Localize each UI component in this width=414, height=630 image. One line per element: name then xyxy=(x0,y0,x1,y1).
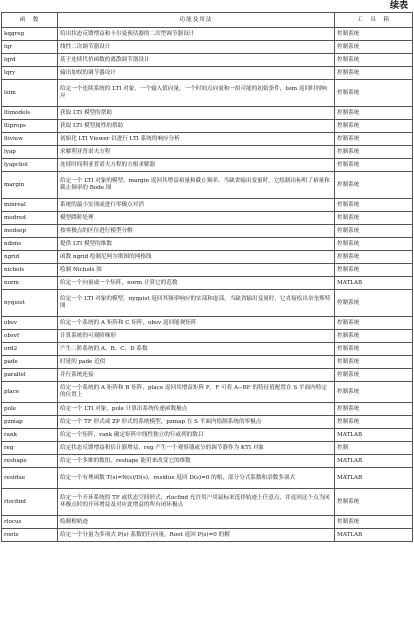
table-header-row xyxy=(2,13,413,28)
cell-function: nichols xyxy=(2,264,58,277)
cell-function: parallel xyxy=(2,369,58,382)
cell-function: place xyxy=(2,382,58,403)
cell-description: 并行系统连接 xyxy=(58,369,335,382)
table-row xyxy=(2,67,413,80)
cell-toolbox: 控制 xyxy=(335,442,413,455)
cell-toolbox: 控制系统 xyxy=(335,416,413,429)
cell-toolbox: 控制系统 xyxy=(335,330,413,343)
cell-description: 基于连续代价函数的离散调节器设计 xyxy=(58,54,335,67)
table-row xyxy=(2,468,413,489)
cell-toolbox: 控制系统 xyxy=(335,212,413,225)
cell-description: 给定一个系统的 A 矩阵和 C 矩阵，obsv 返回能观矩阵 xyxy=(58,317,335,330)
cell-function: obsv xyxy=(2,317,58,330)
cell-function: ord2 xyxy=(2,343,58,356)
table-row xyxy=(2,442,413,455)
cell-description: 输出加权的调节器设计 xyxy=(58,67,335,80)
cell-toolbox: 控制系统 xyxy=(335,489,413,516)
table-row xyxy=(2,264,413,277)
cell-toolbox: MATLAB xyxy=(335,529,413,542)
cell-description: 线性二次调节器设计 xyxy=(58,41,335,54)
table-body xyxy=(2,28,413,542)
table-row xyxy=(2,54,413,67)
cell-description: 给定一个 LTI 对象的模型，margin 返回其增益裕量和截止频率。当缺省输出变量时，它绘制出标明了裕量和截止频率的 Bode 图 xyxy=(58,172,335,199)
table-row xyxy=(2,516,413,529)
table-row xyxy=(2,529,413,542)
cell-function: lsim xyxy=(2,80,58,107)
table-row xyxy=(2,343,413,356)
cell-toolbox: 控制系统 xyxy=(335,225,413,238)
cell-function: lqry xyxy=(2,67,58,80)
cell-function: kqgreg xyxy=(2,28,58,41)
cell-function: lqr xyxy=(2,41,58,54)
cell-toolbox: 控制系统 xyxy=(335,67,413,80)
cell-toolbox: 控制系统 xyxy=(335,172,413,199)
table-row xyxy=(2,159,413,172)
cell-function: reg xyxy=(2,442,58,455)
cell-description: 计算系统的可观阶梯形 xyxy=(58,330,335,343)
cell-toolbox: 控制系统 xyxy=(335,317,413,330)
cell-function: rank xyxy=(2,429,58,442)
cell-description: 模型降阶处理 xyxy=(58,212,335,225)
cell-function: margin xyxy=(2,172,58,199)
cell-description: 按零极点的区位进行模型分解 xyxy=(58,225,335,238)
header-description: 功能及用法 xyxy=(58,13,335,28)
table-row xyxy=(2,382,413,403)
table-row xyxy=(2,489,413,516)
cell-description: 给定一个分量为多项式 P(s) 系数的行向量，Root 返回 P(s)=0 的解 xyxy=(58,529,335,542)
table-row xyxy=(2,455,413,468)
cell-toolbox: 控制系统 xyxy=(335,159,413,172)
cell-description: 产生二阶系统的 A、B、C、D 系数 xyxy=(58,343,335,356)
cell-description: 连续时间利亚普诺夫方程的方根求解器 xyxy=(58,159,335,172)
cell-function: ngrid xyxy=(2,251,58,264)
cell-description: 求解利亚普诺夫方程 xyxy=(58,146,335,159)
cell-description: 绘制 Nichols 图 xyxy=(58,264,335,277)
cell-toolbox: 控制系统 xyxy=(335,54,413,67)
cell-function: pade xyxy=(2,356,58,369)
header-toolbox: 工 具 箱 xyxy=(335,13,413,28)
cell-toolbox: 控制系统 xyxy=(335,403,413,416)
table-row xyxy=(2,330,413,343)
cell-function: rlocus xyxy=(2,516,58,529)
cell-toolbox: 控制系统 xyxy=(335,133,413,146)
cell-function: nyquist xyxy=(2,290,58,317)
cell-description: 绘制根轨迹 xyxy=(58,516,335,529)
cell-function: ltiview xyxy=(2,133,58,146)
table-row xyxy=(2,416,413,429)
cell-toolbox: MATLAB xyxy=(335,277,413,290)
table-row xyxy=(2,120,413,133)
cell-function: lqrd xyxy=(2,54,58,67)
cell-function: lyap xyxy=(2,146,58,159)
cell-function: reshape xyxy=(2,455,58,468)
cell-description: 获取 LTI 模型的帮助 xyxy=(58,107,335,120)
cell-description: 给定一个向量或一个矩阵，norm 计算它的范数 xyxy=(58,277,335,290)
cell-description: 提供 LTI 模型的维数 xyxy=(58,238,335,251)
cell-function: residue xyxy=(2,468,58,489)
cell-function: roots xyxy=(2,529,58,542)
cell-description: 时延的 pade 近似 xyxy=(58,356,335,369)
table-row xyxy=(2,199,413,212)
cell-description: 获取 LTI 模型属性的帮助 xyxy=(58,120,335,133)
cell-toolbox: 控制系统 xyxy=(335,290,413,317)
cell-function: modred xyxy=(2,212,58,225)
cell-toolbox: 控制系统 xyxy=(335,199,413,212)
cell-toolbox: 控制系统 xyxy=(335,80,413,107)
cell-toolbox: 控制系统 xyxy=(335,28,413,41)
table-row xyxy=(2,277,413,290)
cell-toolbox: 控制系统 xyxy=(335,516,413,529)
cell-toolbox: MATLAB xyxy=(335,468,413,489)
cell-description: 给定状态反馈增益和估计器增益，reg 产生一个观察器或分的调节器作为 KTI 对象 xyxy=(58,442,335,455)
cell-description: 给定一个连续系统的 LTI 对象，一个输入值向量，一个时间点向量和一组可能的初始条件，lsim 返回时间响应 xyxy=(58,80,335,107)
table-row xyxy=(2,403,413,416)
table-row xyxy=(2,133,413,146)
cell-function: ndims xyxy=(2,238,58,251)
header-function: 函 数 xyxy=(2,13,58,28)
cell-description: 给定一个有理函数 T(s)=N(s)/D(s)，residue 返回 D(s)=0 的根，部分分式系数和余数多项式 xyxy=(58,468,335,489)
table-row xyxy=(2,146,413,159)
cell-description: 给定一个开环系统的 TF 或状态空间形式，rlocfind 允许用户用鼠标来选择轨迹上任意点，并返回这个点为闭环极点时的开环增益及对应此增益的所有闭环极点 xyxy=(58,489,335,516)
cell-toolbox: 控制系统 xyxy=(335,238,413,251)
cell-description: 给定一个系统的 A 矩阵和 B 矩阵，place 返回其增益矩阵 F，F 可将 A−BF 的特征值配置在 S 平面内特定的位置上 xyxy=(58,382,335,403)
table-row xyxy=(2,251,413,264)
continued-label: 续表 xyxy=(389,1,408,11)
cell-toolbox: 控制系统 xyxy=(335,356,413,369)
table-row xyxy=(2,41,413,54)
cell-toolbox: 控制系统 xyxy=(335,120,413,133)
cell-function: rlocfind xyxy=(2,489,58,516)
table-row xyxy=(2,356,413,369)
cell-description: 给定一个 TF 形式或 ZP 形式的系统模型，pzmap 在 S 平面内绘制系统的零极点 xyxy=(58,416,335,429)
table-row xyxy=(2,172,413,199)
cell-toolbox: 控制系统 xyxy=(335,343,413,356)
table-row xyxy=(2,212,413,225)
cell-description: 给定一个 LTI 对象的模型，nyquist 返回其频率响应的实部和虚部。当缺省输出变量时，它直接绘出奈奎斯特图 xyxy=(58,290,335,317)
cell-toolbox: 控制系统 xyxy=(335,382,413,403)
cell-function: pzmap xyxy=(2,416,58,429)
table-row xyxy=(2,238,413,251)
table-row xyxy=(2,28,413,41)
cell-description: 给定一个多维的数组，reshape 能用来改变它的维数 xyxy=(58,455,335,468)
cell-description: 给定一个矩阵，rank 确定矩阵中线性独立的行或列的数目 xyxy=(58,429,335,442)
table-row xyxy=(2,80,413,107)
cell-function: ltimodels xyxy=(2,107,58,120)
cell-description: 系统的最小实现或进行零极点对消 xyxy=(58,199,335,212)
cell-description: 给出状态反馈增益和卡尔曼预估器的二次型调节器设计 xyxy=(58,28,335,41)
cell-function: obsvf xyxy=(2,330,58,343)
cell-toolbox: 控制系统 xyxy=(335,107,413,120)
function-table xyxy=(1,12,413,542)
table-row xyxy=(2,429,413,442)
table-row xyxy=(2,317,413,330)
cell-toolbox: MATLAB xyxy=(335,455,413,468)
table-row xyxy=(2,107,413,120)
cell-toolbox: 控制系统 xyxy=(335,41,413,54)
cell-function: lyapchol xyxy=(2,159,58,172)
cell-description: 给定一个 LTI 对象，pole 计算出系统传递函数极点 xyxy=(58,403,335,416)
cell-function: pole xyxy=(2,403,58,416)
cell-toolbox: 控制系统 xyxy=(335,146,413,159)
table-row xyxy=(2,225,413,238)
cell-toolbox: MATLAB xyxy=(335,429,413,442)
table-row xyxy=(2,369,413,382)
cell-toolbox: 控制系统 xyxy=(335,369,413,382)
cell-toolbox: 控制系统 xyxy=(335,264,413,277)
cell-function: modsep xyxy=(2,225,58,238)
cell-function: norm xyxy=(2,277,58,290)
cell-description: 函数 ngrid 绘制尼柯尔斯图的网格线 xyxy=(58,251,335,264)
cell-function: minreal xyxy=(2,199,58,212)
table-row xyxy=(2,290,413,317)
cell-function: ltiprops xyxy=(2,120,58,133)
cell-toolbox: 控制系统 xyxy=(335,251,413,264)
cell-description: 初始化 LTI Viewer 以进行 LTI 系统的响应分析 xyxy=(58,133,335,146)
